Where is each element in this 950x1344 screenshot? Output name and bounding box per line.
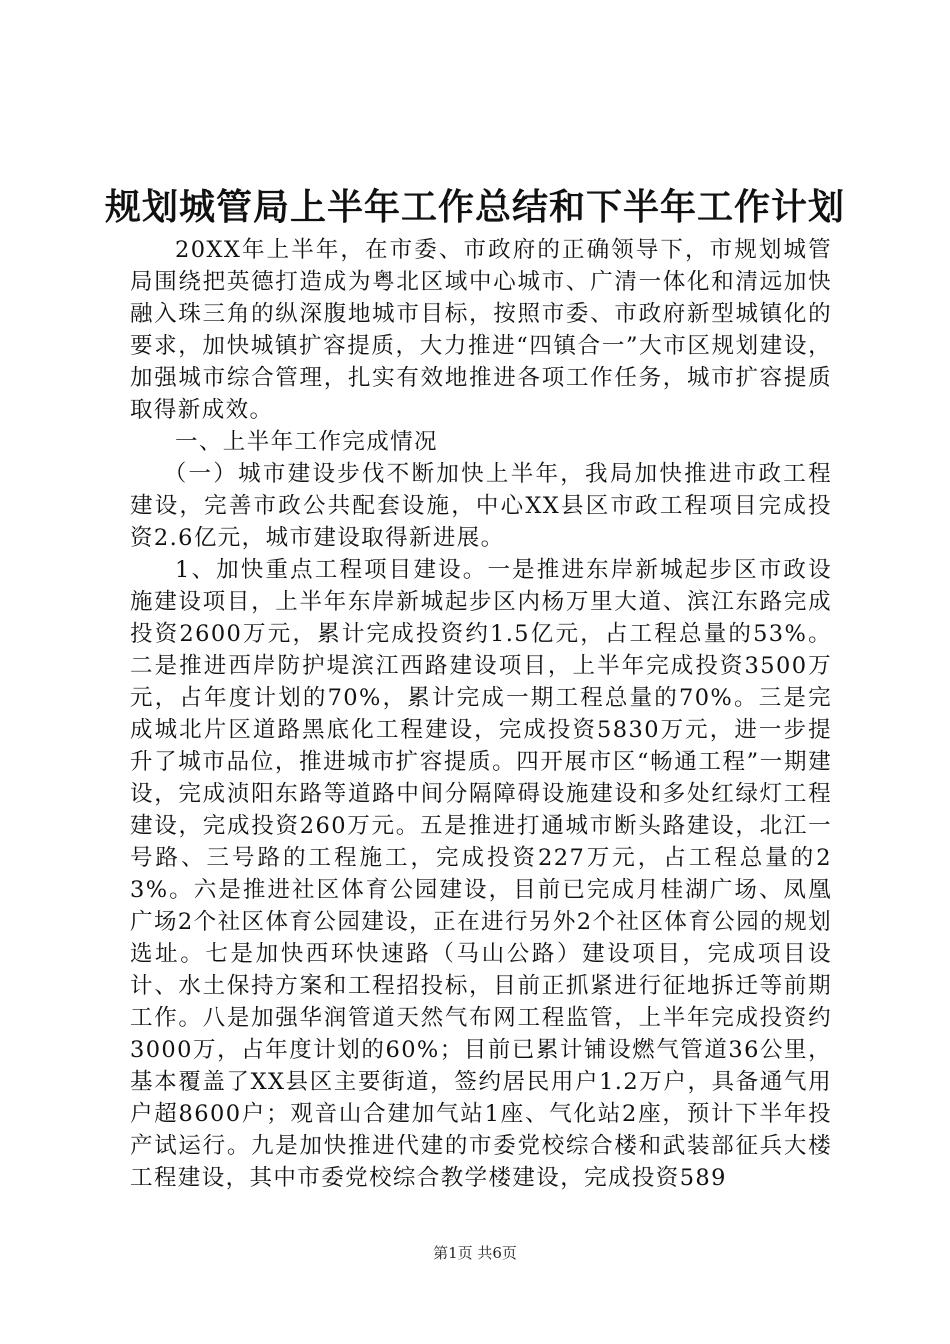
subsection-paragraph: （一）城市建设步伐不断加快上半年，我局加快推进市政工程建设，完善市政公共配套设施，中心XX县区市政工程项目完成投资2.6亿元，城市建设取得新进展。	[130, 461, 832, 551]
document-title: 规划城管局上半年工作总结和下半年工作计划	[104, 186, 845, 228]
project-paragraph: 1、加快重点工程项目建设。一是推进东岸新城起步区市政设施建设项目，上半年东岸新城起步区内杨万里大道、滨江东路完成投资2600万元，累计完成投资约1.5亿元，占工程总量的53%。二是推进西岸防护堤滨江西路建设项目，上半年完成投资3500万元，占年度计划的70%，累计完成一期工程总量的70%。三是完成城北片区道路黑底化工程建设，完成投资5830万元，进一步提升了城市品位，推进城市扩容提质。四开展市区“畅通工程”一期建设，完成浈阳东路等道路中间分隔障碍设施建设和多处红绿灯工程建设，完成投资260万元。五是推进打通城市断头路建设，北江一号路、三号路的工程施工，完成投资227万元，占工程总量的23%。六是推进社区体育公园建设，目前已完成月桂湖广场、凤凰广场2个社区体育公园建设，正在进行另外2个社区体育公园的规划选址。七是加快西环快速路（马山公路）建设项目，完成项目设计、水土保持方案和工程招投标，目前正抓紧进行征地拆迁等前期工作。八是加强华润管道天然气布网工程监管，上半年完成投资约3000万，占年度计划的60%；目前已累计铺设燃气管道36公里，基本覆盖了XX县区主要街道，签约居民用户1.2万户，具备通气用户超8600户；观音山合建加气站1座、气化站2座，预计下半年投产试运行。九是加快推进代建的市委党校综合楼和武装部征兵大楼工程建设，其中市委党校综合教学楼建设，完成投资589	[130, 557, 832, 1191]
section-heading: 一、上半年工作完成情况	[175, 429, 438, 455]
intro-paragraph: 20XX年上半年，在市委、市政府的正确领导下，市规划城管局围绕把英德打造成为粤北区域中心城市、广清一体化和清远加快融入珠三角的纵深腹地城市目标，按照市委、市政府新型城镇化的要求，加快城镇扩容提质，大力推进“四镇合一”大市区规划建设，加强城市综合管理，扎实有效地推进各项工作任务，城市扩容提质取得新成效。	[130, 237, 832, 423]
document-body	[130, 234, 832, 1194]
page-number-footer: 第1页 共6页	[433, 1244, 517, 1262]
